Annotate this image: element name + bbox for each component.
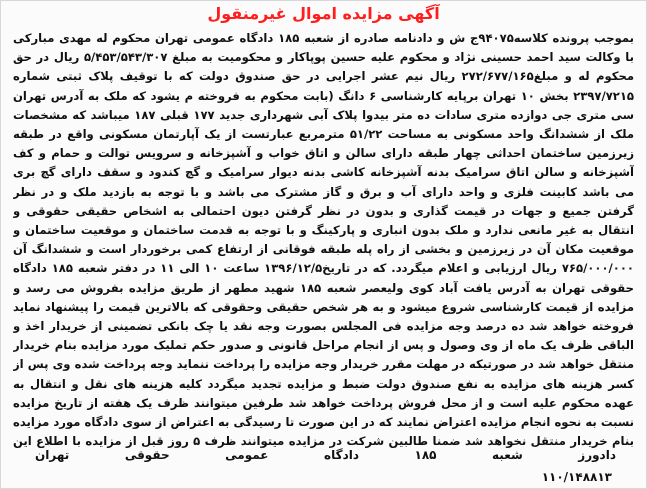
signature-word-city: تهران [35,448,70,462]
signature-word-civil: حقوقی [124,448,170,462]
signature-word-branch: شعبه [492,448,523,462]
notice-body: بموجب پرونده کلاسه۹۴۰۷۵ج ش و دادنامه صادره از شعبه ۱۸۵ دادگاه عمومی تهران محکوم له مهدی مبارکی با وکالت سید احمد حسینی نژاد و محکوم علیه حسین پوپاکار و محکومیت به مبلغ ۵/۴۵۳/۵۴۳/۳۰۷ ریال در حق محکوم له و مبلغ۲۷۲/۶۷۷/۱۶۵ ریال نیم عشر اجرایی در حق صندوق دولت که با توقیف پلاک ثبتی شماره ۲۳۹۷/۷۲۱۵ بخش ۱۰ تهران برپایه کارشناسی ۶ دانگ (بابت محکوم به فروخته م یشود که ملک به آدرس تهران سی متری جی دوازده متری سادات ده متر بیدوا پلاک آبی شهرداری جدید ۱۷۷ قبلی ۱۸۷ میباشد که مشخصات ملک از ششدانگ واحد مسکونی به مساحت ۵۱/۲۲ مترمربع عبارتست از یک آپارتمان مسکونی واقع در طبقه زیرزمین ساختمان احداثی چهار طبقه دارای سالن و اتاق خواب و آشپزخانه و سرویس توالت و حمام و کف آشپزخانه و سالن اتاق سرامیک بدنه آشپزخانه کاشی بدنه دیوار سرامیک و گچ کندود و سقف دارای گچ بری می باشد کابینت فلزی و واحد دارای آب و برق و گاز مشترک می باشد و با توجه به بازدید ملک و در نظر گرفتن جمیع و جهات در قیمت گذاری و بدون در نظر گرفتن دیون احتمالی به اشخاص حقیقی حقوقی و انتقال به غیر مانعی ندارد و ملک بدون انباری و پارکینگ و با توجه به قدمت ساختمان و موقعیت ساختمان و موقعیت مکان آن در زیرزمین و بخشی از راه پله طبقه فوقانی از ارتفاع کمی برخوردار است و ششدانگ آن ۷۶۵/۰۰۰/۰۰۰ ریال ارزیابی و اعلام میگردد. که در تاریخ۱۳۹۶/۱۲/۵ ساعت ۱۰ الی ۱۱ در دفتر شعبه ۱۸۵ دادگاه حقوقی تهران به آدرس یافت آباد کوی ولیعصر شعبه ۱۸۵ شهید مطهر از طریق مزایده بفروش می رسد و مزایده از قیمت کارشناسی شروع میشود و به هر شخص حقیقی وحقوقی که بالاترین قیمت را پیشنهاد نماید فروخته خواهد شد ده درصد وجه مزایده فی المجلس بصورت وجه نقد یا چک بانکی تضمینی از خریدار اخذ و الباقی ظرف یک ماه از وی وصول و پس از انجام مراحل قانونی و صدور حکم تملیک مورد مزایده بنام خریدار منتقل خواهد شد در صورتیکه در مهلت مقرر خریدار وجه مزایده را پرداخت ننماید وجه پرداخت شده وی پس از کسر هزینه های مزایده به نفع صندوق دولت ضبط و مزایده تجدید میگردد کلیه هزینه های نقل و انتقال به عهده محکوم علیه است و از محل فروش پرداخت خواهد شد طرفین میتوانند ظرف یک هفته از تاریخ مزایده نسبت به نحوه انجام مزایده اعتراض نمایند که در این صورت تا رسیدگی به اعتراض از سوی دادگاه مورد مزایده بنام خریدار منتقل نخواهد شد ضمنا طالبین شرکت در مزایده میتوانند ظرف ۵ روز قبل از مزایده با اطلاع این [13,31,634,449]
signature-word-branch-number: ۱۸۵ [414,448,437,462]
signature-word-bailiff: دادورز [578,448,616,462]
notice-title: آگهی مزایده اموال غیرمنقول [207,4,440,23]
signature-word-court: دادگاه [324,448,359,462]
reference-number: ۱۱۰/۱۴۸۸۱۳ [541,470,612,484]
signature-word-general: عمومی [225,448,269,462]
signature-line [35,445,616,465]
